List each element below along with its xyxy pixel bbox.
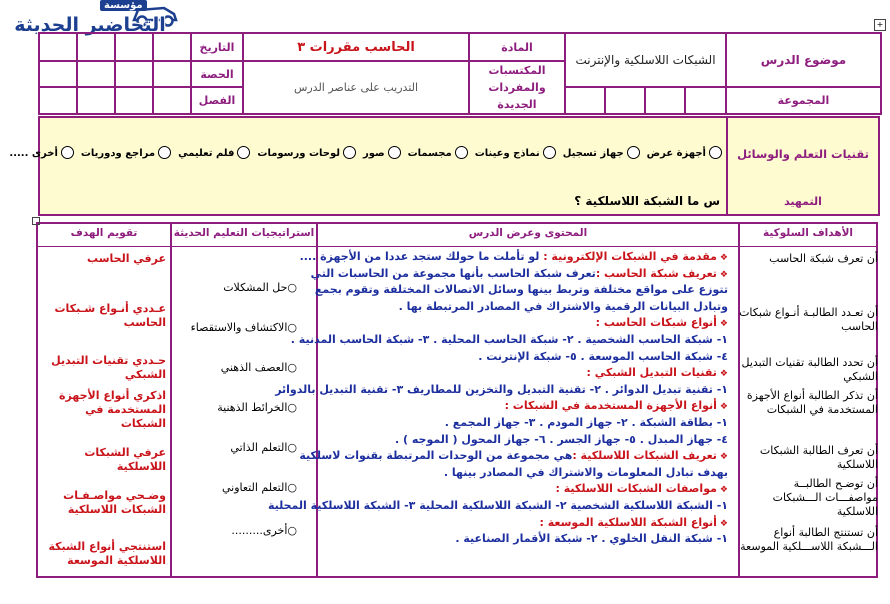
content-text: تقنيات التبديل الشبكي :: [586, 366, 717, 380]
radio-icon[interactable]: [543, 146, 556, 159]
date-cell-1[interactable]: [39, 33, 77, 61]
content-text: أنواع شبكات الحاسب :: [595, 316, 717, 330]
content-text: ١- تقنية تبديل الدوائر . ٢- تقنية التبديل والتخزين للمطاريف ٣- تقنية التبديل بالدوائر: [275, 382, 728, 396]
content-line: [268, 499, 728, 512]
assess-4: اذكري أنواع الأجهزة المستخدمة في الشبكات: [59, 389, 166, 430]
content-body: تعرف شبكة الحاسب بأنها مجموعة من الحاسبات التي: [310, 266, 596, 280]
strategy-5[interactable]: ○التعلم الذاتي: [230, 441, 297, 454]
content-body: لو تأملت ما حولك ستجد عددا من الأجهزة ....: [299, 250, 544, 263]
date-cell-2[interactable]: [77, 33, 115, 61]
content-text: تتوزع على مواقع مختلفة وتربط بينها وسائل الاتصالات المختلفة وتقوم بجمع: [314, 283, 728, 297]
assess-1: عرفي الحاسب: [87, 252, 166, 265]
vocab-value: التدريب على عناصر الدرس: [243, 61, 469, 114]
radio-icon[interactable]: [388, 146, 401, 159]
period-cell-1[interactable]: [39, 61, 77, 87]
strategy-4[interactable]: ○الخرائط الذهنية: [217, 401, 297, 414]
period-label: الحصة: [191, 61, 243, 87]
tech-label: تقنيات التعلم والوسائل: [726, 118, 878, 190]
diamond-bullet-icon: ❖: [719, 485, 728, 496]
option-recorder[interactable]: جهاز تسجيل: [563, 148, 640, 159]
radio-icon[interactable]: ○: [287, 441, 297, 454]
content-text: ١- شبكة الحاسب الشخصية . ٢- شبكة الحاسب المحلية . ٣- شبكة الحاسب المدنية .: [290, 333, 728, 346]
strategy-3[interactable]: ○العصف الذهني: [220, 361, 297, 374]
col-strategies: استراتيجيات التعليم الحديثة: [173, 227, 315, 239]
content-text: ٤- شبكة الحاسب الموسعة . ٥- شبكة الإنترنت .: [478, 349, 728, 363]
option-solids[interactable]: مجسمات: [408, 148, 468, 159]
radio-icon[interactable]: ○: [287, 361, 297, 374]
class-cell-2[interactable]: [77, 87, 115, 114]
content-area: [267, 248, 736, 578]
content-text: ٤- جهاز المبدل . ٥- جهاز الجسر . ٦- جهاز المحول ( الموجه ) .: [395, 432, 728, 446]
group-cell-1[interactable]: [565, 87, 605, 114]
goal-4: أن تذكر الطالبة أنواع الأجهزة المستخدمة في الشبكات: [746, 389, 878, 416]
content-text: ١- شبكة النقل الخلوي . ٢- شبكة الأقمار الصناعية .: [455, 532, 728, 546]
radio-icon[interactable]: [709, 146, 722, 159]
goal-1: أن تعرف شبكة الحاسب: [769, 252, 878, 265]
group-cell-2[interactable]: [605, 87, 645, 114]
content-text: [300, 250, 717, 263]
strategy-7[interactable]: ○أخرى.........: [231, 524, 297, 537]
content-text: ١- الشبكة اللاسلكية الشخصية ٢- الشبكة اللاسلكية المحلية ٣- الشبكة اللاسلكية المحلية: [267, 499, 728, 512]
topic-label: موضوع الدرس: [726, 33, 881, 87]
table-handle-icon[interactable]: [32, 217, 40, 225]
goal-7: أن تستنتج الطالبة أنواع الـــشبكة اللاســـلكية الموسعة: [740, 526, 878, 553]
date-label: التاريخ: [191, 33, 243, 61]
col-sep-3: [170, 222, 172, 578]
diamond-bullet-icon: ❖: [719, 452, 728, 463]
option-pictures[interactable]: صور: [363, 148, 401, 159]
class-cell-1[interactable]: [39, 87, 77, 114]
option-boards[interactable]: لوحات ورسومات: [257, 148, 356, 159]
group-cell-4[interactable]: [685, 87, 726, 114]
content-line: [291, 333, 728, 346]
option-projector[interactable]: أجهزة عرض: [647, 148, 722, 159]
assess-7: استنتجي أنواع الشبكة اللاسلكية الموسعة: [48, 540, 166, 567]
radio-icon[interactable]: [61, 146, 74, 159]
assess-3: حـددي تقنيات التبديل الشبكي: [51, 354, 166, 381]
strategy-2[interactable]: ○الاكتشاف والاستقصاء: [190, 321, 297, 334]
goal-5: أن تعرف الطالبة الشبكات اللاسلكية: [759, 444, 878, 471]
logo-subtitle: مؤسسة: [100, 0, 147, 11]
content-line: [587, 366, 728, 381]
content-text: وتبادل البيانات الرقمية والاشتراك في المصادر المرتبطة بها .: [398, 299, 728, 313]
content-line: [395, 433, 728, 446]
content-text: ١- بطاقة الشبكة . ٢- جهاز المودم . ٣- جهاز المجمع .: [444, 416, 728, 429]
content-text: مواصفات الشبكات اللاسلكية :: [555, 482, 717, 496]
content-line: [478, 350, 728, 363]
goal-3: أن تحدد الطالبة تقنيات التبديل الشبكي: [741, 356, 878, 383]
col-assessment: تقويم الهدف: [38, 227, 170, 239]
subject-label: المادة: [469, 33, 565, 61]
radio-icon[interactable]: ○: [287, 401, 297, 414]
option-other[interactable]: أخرى .....: [9, 148, 74, 159]
content-line: [556, 482, 728, 497]
diamond-bullet-icon: ❖: [719, 269, 728, 280]
diamond-bullet-icon: ❖: [719, 253, 728, 263]
content-line: [455, 532, 728, 545]
radio-icon[interactable]: [343, 146, 356, 159]
class-label: الفصل: [191, 87, 243, 114]
date-cell-4[interactable]: [153, 33, 191, 61]
content-line: [300, 250, 728, 265]
radio-icon[interactable]: [237, 146, 250, 159]
tech-row: [9, 116, 880, 192]
strategy-1[interactable]: ○حل المشكلات: [223, 281, 297, 294]
assess-2: عـددي أنـواع شـبكات الحاسب: [54, 302, 166, 329]
col-goals: الأهداف السلوكية: [740, 227, 876, 239]
class-cell-3[interactable]: [115, 87, 153, 114]
content-line: [399, 300, 728, 313]
diamond-bullet-icon: ❖: [719, 402, 728, 413]
content-line: [315, 283, 728, 296]
vocab-label: المكتسبات والمفردات الجديدة: [469, 61, 565, 114]
radio-icon[interactable]: ○: [287, 481, 297, 494]
content-text: [311, 267, 717, 280]
header-divider: [36, 246, 878, 247]
period-cell-2[interactable]: [77, 61, 115, 87]
header-table: [38, 32, 882, 115]
tech-options: [9, 146, 722, 159]
intro-label: التمهيد: [726, 190, 878, 214]
group-label: المجموعة: [726, 87, 881, 114]
content-text: أنواع الأجهزة المستخدمة في الشبكات :: [504, 399, 717, 413]
date-cell-3[interactable]: [115, 33, 153, 61]
option-film[interactable]: فلم تعليمي: [178, 148, 250, 159]
topic-value: الشبكات اللاسلكية والإنترنت: [565, 33, 726, 87]
content-line: [299, 449, 728, 464]
option-references[interactable]: مراجع ودوريات: [81, 148, 171, 159]
col-content: المحتوى وعرض الدرس: [318, 227, 738, 239]
content-text: أنواع الشبكة اللاسلكية الموسعة :: [539, 515, 717, 529]
content-line: [444, 466, 728, 479]
radio-icon[interactable]: ○: [287, 524, 297, 537]
intro-row: [38, 190, 880, 216]
content-line: [505, 399, 728, 414]
group-cell-3[interactable]: [645, 87, 685, 114]
assess-5: عرفي الشبكات اللاسلكية: [84, 446, 166, 473]
diamond-bullet-icon: ❖: [719, 518, 728, 529]
content-line: [275, 383, 728, 396]
content-heading: تعريف الشبكات اللاسلكية :: [572, 449, 717, 463]
logo-title: التحاضير الحديثة: [14, 14, 166, 36]
assess-6: وضـحي مواصـفـات الشبكات اللاسلكية: [63, 489, 166, 516]
content-line: [596, 316, 728, 331]
radio-icon[interactable]: [158, 146, 171, 159]
content-heading: تعريف شبكة الحاسب :: [595, 266, 717, 280]
strategy-6[interactable]: ○التعلم التعاوني: [221, 481, 297, 494]
content-text: [299, 449, 717, 462]
goal-6: أن توضـح الطالبــة مواصفـــات الـــشبكات اللاسلكية: [772, 477, 878, 518]
content-body: هي مجموعة من الوحدات المرتبطة بقنوات لاسلكية: [299, 449, 573, 463]
class-cell-4[interactable]: [153, 87, 191, 114]
table-handle-icon[interactable]: +: [874, 19, 886, 31]
diamond-bullet-icon: ❖: [719, 369, 728, 380]
diamond-bullet-icon: ❖: [719, 319, 728, 330]
radio-icon[interactable]: [627, 146, 640, 159]
period-cell-4[interactable]: [153, 61, 191, 87]
radio-icon[interactable]: ○: [287, 281, 297, 294]
intro-question: س ما الشبكة اللاسلكية ؟: [574, 194, 720, 208]
subject-value: الحاسب مقررات ٣: [243, 33, 469, 61]
period-cell-3[interactable]: [115, 61, 153, 87]
content-line: [445, 416, 728, 429]
goal-2: أن تعـدد الطالبـة أنـواع شبكات الحاسب: [739, 306, 878, 333]
content-heading: مقدمة في الشبكات الإلكترونية :: [543, 250, 717, 263]
option-models[interactable]: نماذج وعينات: [475, 148, 556, 159]
content-text: بهدف تبادل المعلومات والاشتراك في المصادر بينها .: [443, 465, 728, 479]
content-line: [539, 516, 728, 531]
content-line: [311, 267, 728, 282]
radio-icon[interactable]: [455, 146, 468, 159]
radio-icon[interactable]: ○: [287, 321, 297, 334]
